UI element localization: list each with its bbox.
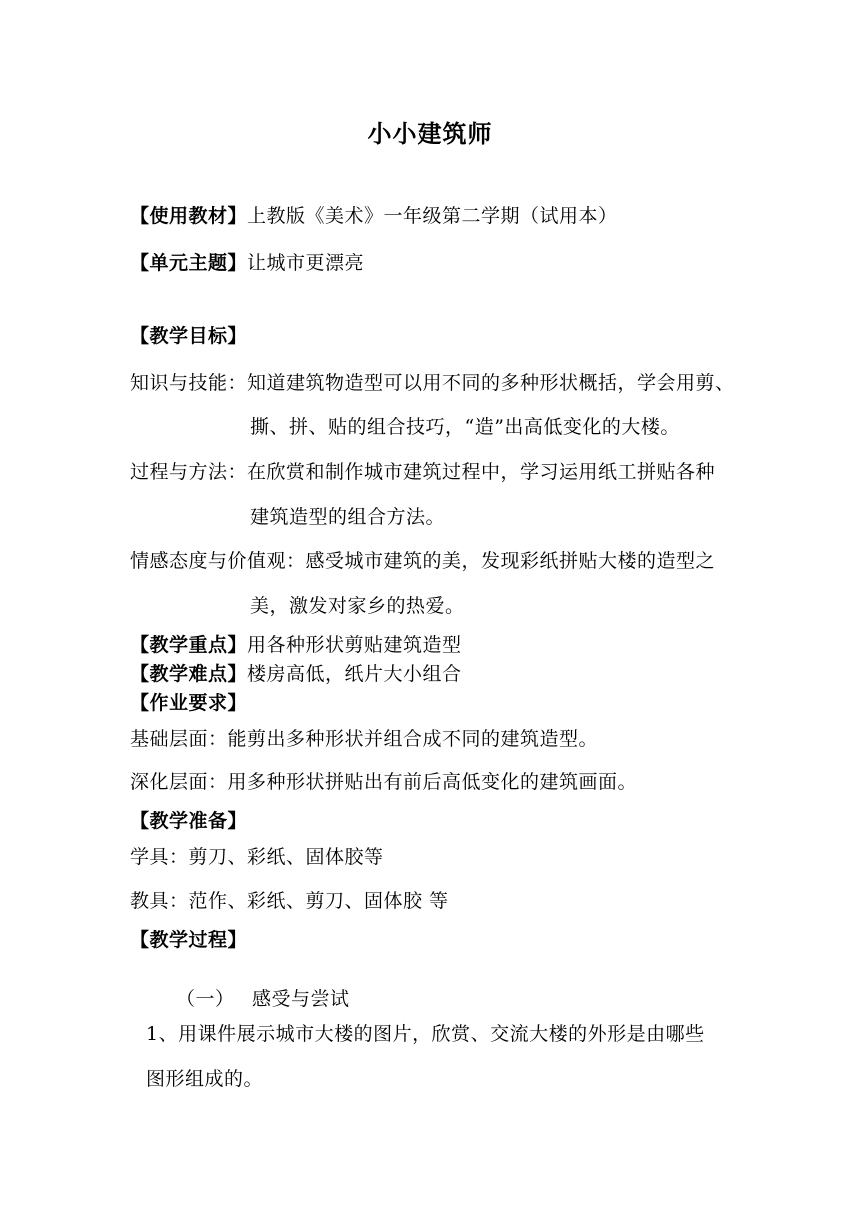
emotion-line-1 [130, 549, 715, 573]
preparation-teacher: 教具：范作、彩纸、剪刀、固体胶 等 [130, 890, 449, 912]
knowledge-text-1: 知道建筑物造型可以用不同的多种形状概括，学会用剪、 [247, 372, 735, 394]
homework-deep: 深化层面：用多种形状拼贴出有前后高低变化的建筑画面。 [130, 771, 638, 793]
textbook-value: 上教版《美术》一年级第二学期（试用本） [247, 205, 618, 227]
unit-value: 让城市更漂亮 [247, 252, 365, 274]
difficulty-label: 【教学难点】 [130, 663, 248, 685]
section-title: 感受与尝试 [252, 988, 350, 1010]
difficulty-line [130, 662, 462, 686]
difficulty-value: 楼房高低，纸片大小组合 [247, 663, 462, 685]
preparation-student: 学具：剪刀、彩纸、固体胶等 [130, 846, 384, 868]
objectives-heading: 【教学目标】 [130, 325, 248, 347]
page-title: 小小建筑师 [367, 120, 493, 148]
process-label: 过程与方法： [130, 461, 248, 483]
homework-heading: 【作业要求】 [130, 692, 248, 714]
textbook-label: 【使用教材】 [130, 205, 248, 227]
emotion-line-2: 美，激发对家乡的热爱。 [250, 595, 465, 617]
knowledge-label: 知识与技能： [130, 372, 248, 394]
unit-label: 【单元主题】 [130, 252, 248, 274]
key-point-value: 用各种形状剪贴建筑造型 [247, 634, 462, 656]
knowledge-line-1 [130, 371, 735, 395]
process-item-1-line-2: 图形组成的。 [146, 1068, 264, 1090]
emotion-text-1: 感受城市建筑的美，发现彩纸拼贴大楼的造型之 [305, 550, 716, 572]
homework-basic: 基础层面：能剪出多种形状并组合成不同的建筑造型。 [130, 728, 599, 750]
process-line-2: 建筑造型的组合方法。 [250, 506, 446, 528]
emotion-label: 情感态度与价值观： [130, 550, 306, 572]
process-text-1: 在欣赏和制作城市建筑过程中，学习运用纸工拼贴各种 [247, 461, 716, 483]
process-heading: 【教学过程】 [130, 929, 248, 951]
unit-line [130, 251, 364, 275]
preparation-heading: 【教学准备】 [130, 810, 248, 832]
knowledge-line-2: 撕、拼、贴的组合技巧，“造”出高低变化的大楼。 [250, 416, 680, 438]
section-number: （一） [176, 988, 235, 1010]
textbook-line [130, 204, 618, 228]
key-point-label: 【教学重点】 [130, 634, 248, 656]
process-line-1 [130, 460, 715, 484]
process-item-1-line-1: 1、用课件展示城市大楼的图片，欣赏、交流大楼的外形是由哪些 [146, 1023, 705, 1045]
key-point-line [130, 633, 462, 657]
